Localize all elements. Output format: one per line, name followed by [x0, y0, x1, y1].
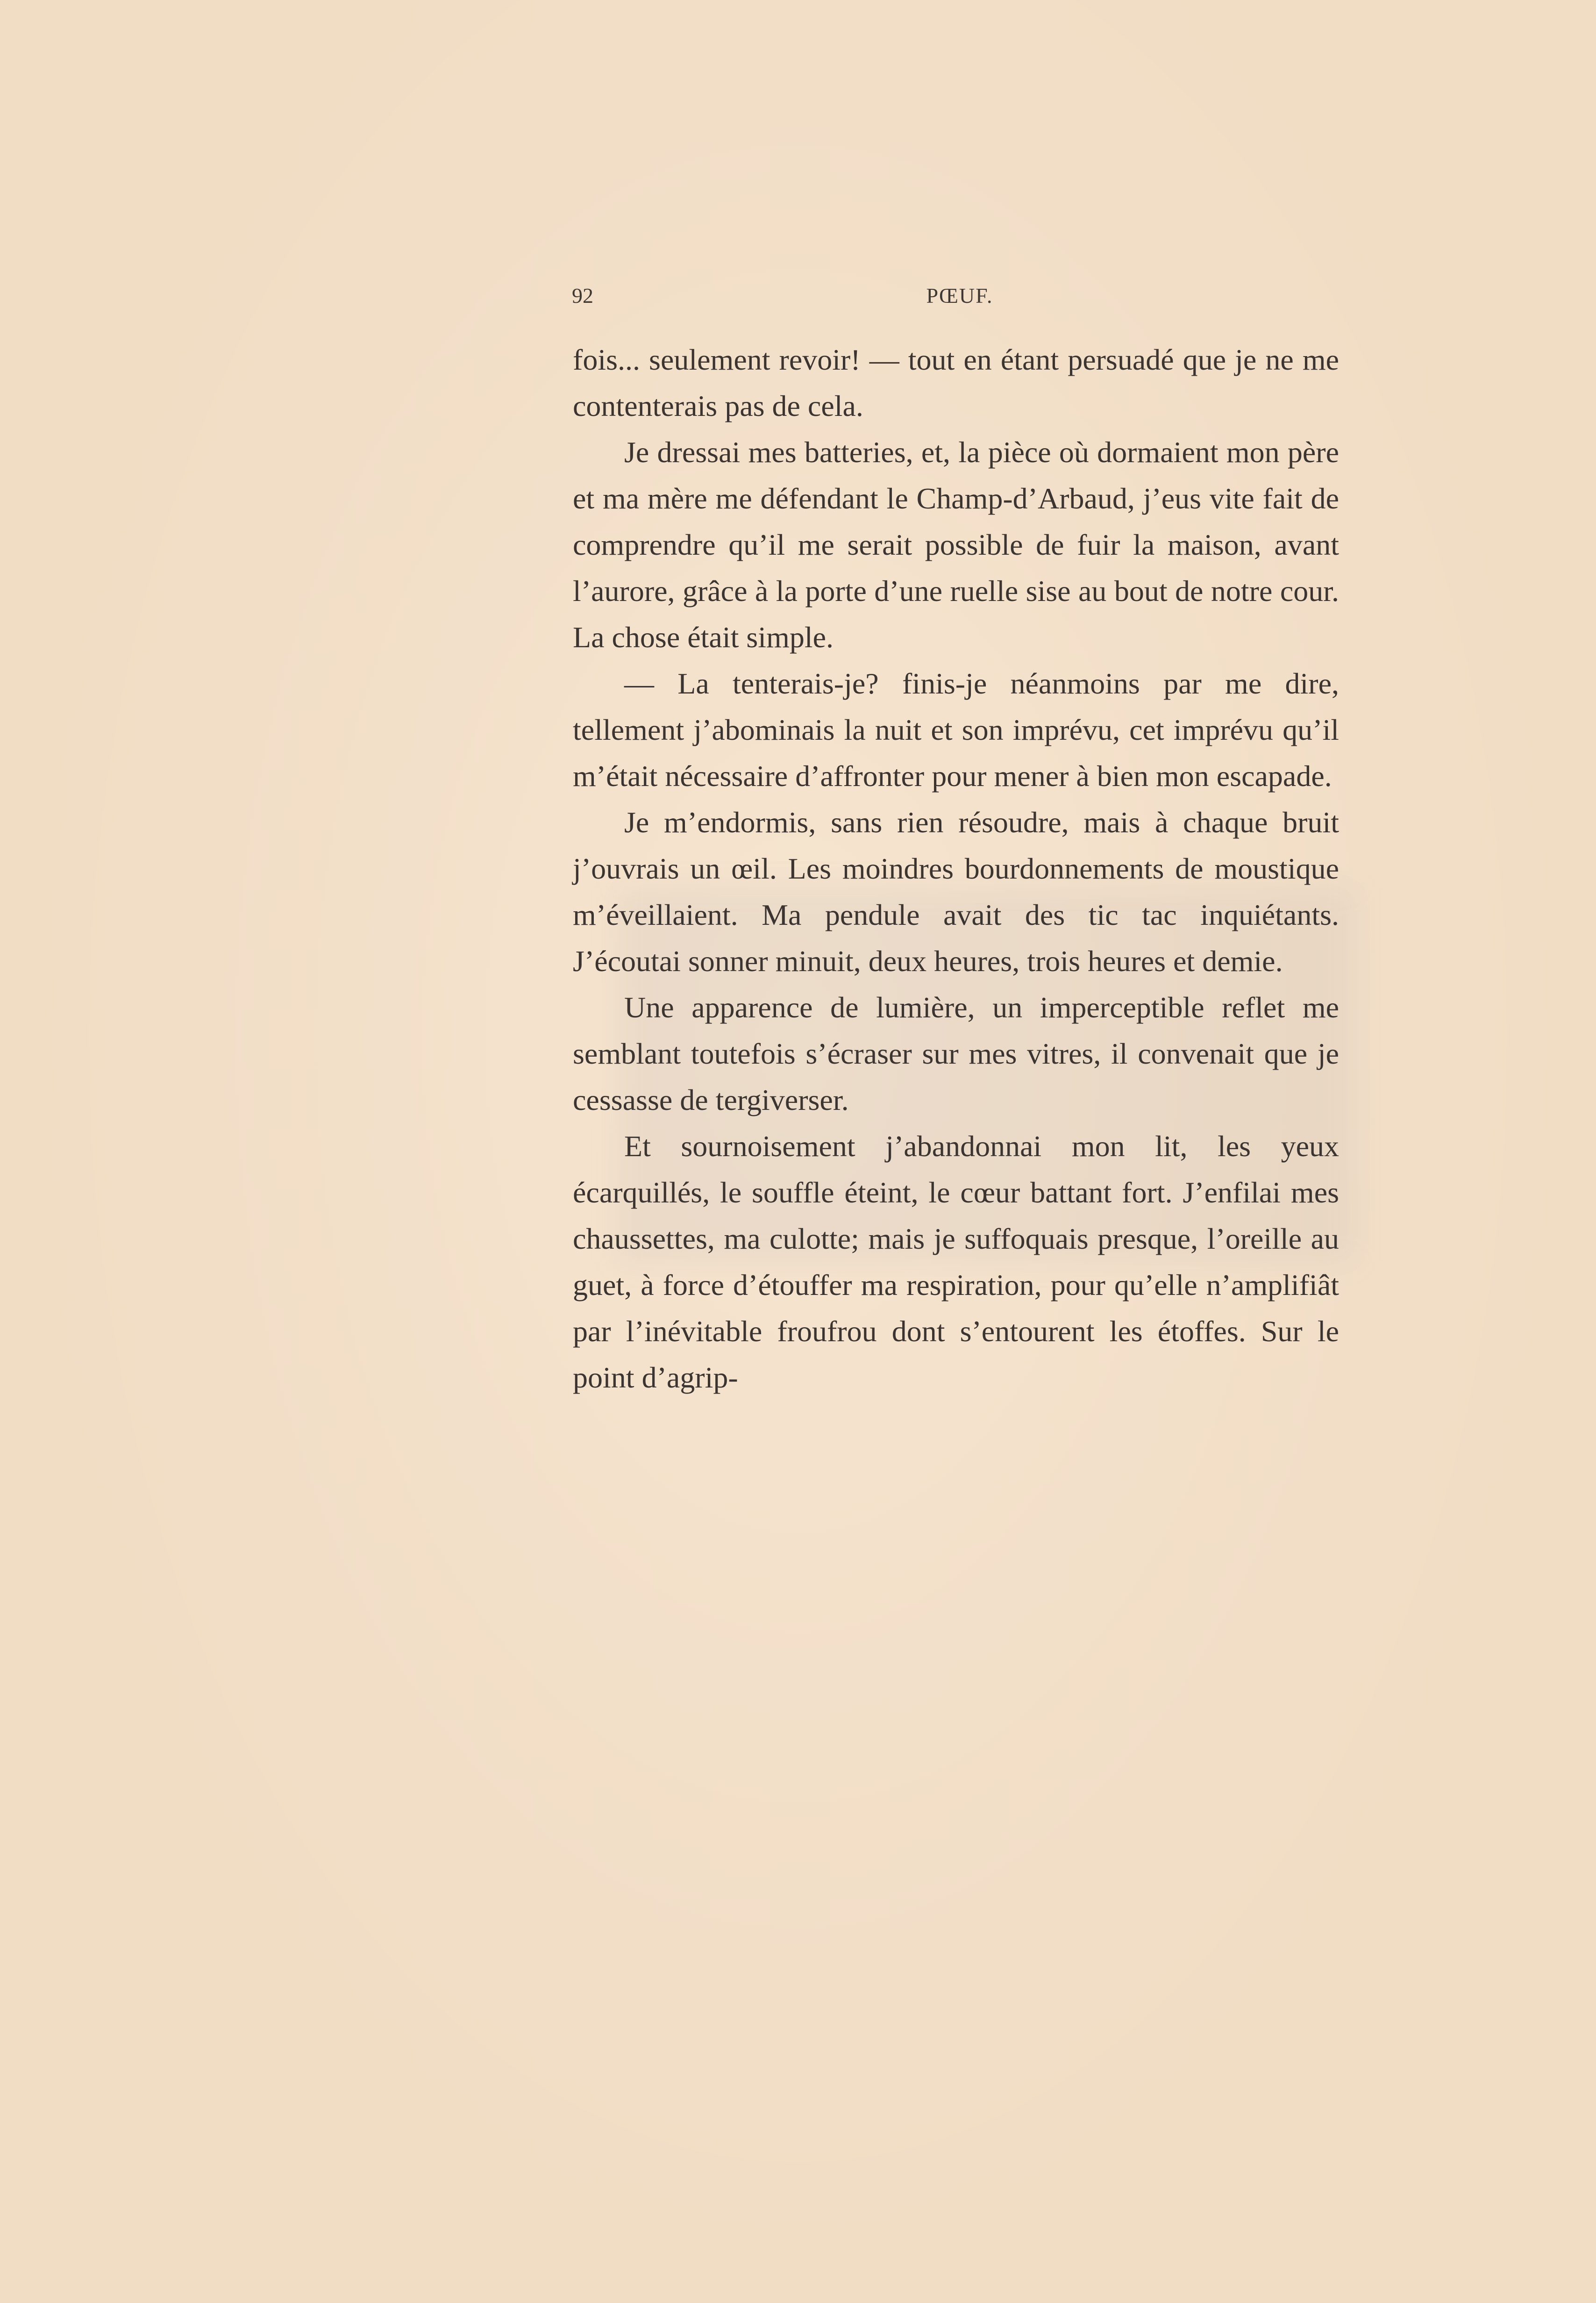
paragraph: Et sournoisement j’abandonnai mon lit, les yeux écarquillés, le souffle éteint, le cœur battant fort. J’enfilai mes chaussettes, ma culotte; mais je suffoquais presque, l’oreille au guet, à force d’étouffer ma respiration, pour qu’elle n’amplifiât par l’inévitable froufrou dont s’entourent les étoffes. Sur le point d’agrip- [573, 1130, 1339, 1394]
paragraph: — La tenterais-je? finis-je néanmoins par me dire, tellement j’abominais la nuit et son imprévu, cet imprévu qu’il m’était nécessaire d’affronter pour mener à bien mon escapade. [573, 667, 1339, 793]
paragraph: fois... seulement revoir! — tout en étant persuadé que je ne me contenterais pas de cela. [573, 343, 1339, 422]
paragraph: Une apparence de lumière, un imperceptible reflet me semblant toutefois s’écraser sur mes vitres, il convenait que je cessasse de tergiverser. [573, 991, 1339, 1116]
running-head [572, 283, 1347, 316]
page-number: 92 [572, 284, 593, 308]
running-title: PŒUF. [926, 284, 993, 308]
paragraph: Je m’endormis, sans rien résoudre, mais à chaque bruit j’ouvrais un œil. Les moindres bourdonnements de moustique m’éveillaient. Ma pendule avait des tic tac inquiétants. J’écoutai sonner minuit, deux heures, trois heures et demie. [573, 806, 1339, 978]
body-text [573, 336, 1339, 1401]
paragraph: Je dressai mes batteries, et, la pièce où dormaient mon père et ma mère me défendant le Champ-d’Arbaud, j’eus vite fait de comprendre qu’il me serait possible de fuir la maison, avant l’aurore, grâce à la porte d’une ruelle sise au bout de notre cour. La chose était simple. [573, 436, 1339, 654]
